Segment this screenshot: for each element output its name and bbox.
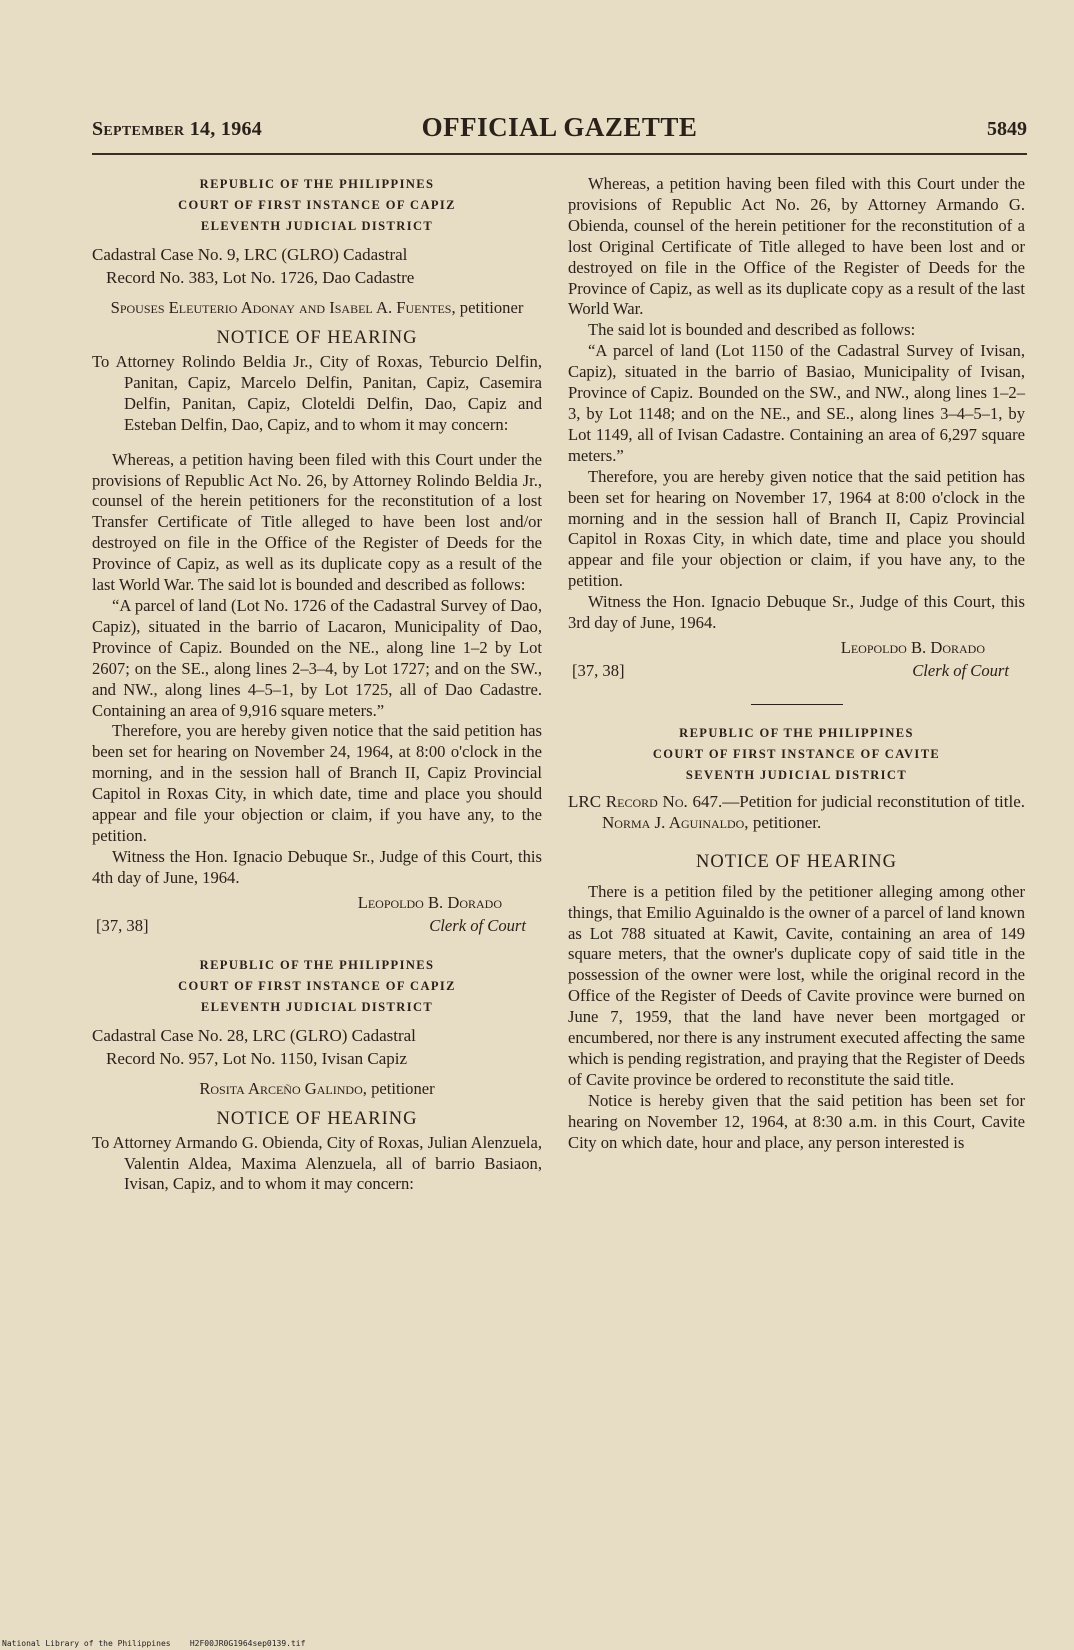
lrc-label: LRC Record No. 647. <box>568 791 723 811</box>
addressees: To Attorney Armando G. Obienda, City of Roxas, Julian Alenzuela, Valentin Aldea, Maxima Alenzuela, all of barrio Basiaon, Ivisan, Capiz, and to whom it may concern: <box>92 1132 542 1194</box>
paragraph: There is a petition filed by the petitioner alleging among other things, that Emilio Aguinaldo is the owner of a parcel of land known as Lot 788 situated at Kawit, Cavite, containing an area of 149 square meters, that the owner's duplicate copy of said title in the possession of the owner were lost, while the original record in the Office of the Register of Deeds of Cavite province were burned on June 7, 1959, that the land have never been mortgaged or encumbered, nor there is any instrument executed affecting the same which is pending registration, and praying that the Register of Deeds of Cavite province be ordered to reconstitute the said title. <box>568 881 1025 1089</box>
court-line: ELEVENTH JUDICIAL DISTRICT <box>200 999 434 1014</box>
lrc-text: —Petition for judicial reconstitution of title. <box>722 791 1026 811</box>
lrc-caption <box>568 792 1025 834</box>
case-line: Cadastral Case No. 9, LRC (GLRO) Cadastral <box>92 245 408 264</box>
header-title: OFFICIAL GAZETTE <box>421 112 698 142</box>
signatory-title: Clerk of Court <box>429 915 526 935</box>
parties <box>92 1078 542 1099</box>
signature-block <box>92 893 542 939</box>
scan-footer: National Library of the Philippines H2F00JR0G1964sep0139.tif <box>2 1639 306 1648</box>
court-line: COURT OF FIRST INSTANCE OF CAPIZ <box>178 198 456 212</box>
notice-2-continued <box>568 174 1025 684</box>
signatory-name: Leopoldo B. Dorado <box>357 892 502 912</box>
paragraph: “A parcel of land (Lot No. 1726 of the Cadastral Survey of Dao, Capiz), situated in the barrio of Lacaron, Municipality of Dao, Province of Capiz. Bounded on the NE., along line 1–2 by Lot 2607; on the SE., along lines 2–3–4, by Lot 1727; and on the SW., and NW., along lines 4–5–1, by Lot 1725, all of Dao Cadastre. Containing an area of 9,916 square meters.” <box>92 595 542 720</box>
parties <box>92 297 542 318</box>
paragraph: Whereas, a petition having been filed with this Court under the provisions of Republic Act No. 26, by Attorney Rolindo Beldia Jr., counsel of the herein petitioners for the reconstitution of a lost Transfer Certificate of Title alleged to have been lost and/or destroyed on file in the Office of the Register of Deeds for the Province of Capiz, as well as its duplicate copy as a result of the last World War. The said lot is bounded and described as follows: <box>92 449 542 595</box>
notice-heading: NOTICE OF HEARING <box>216 328 418 348</box>
court-line: COURT OF FIRST INSTANCE OF CAVITE <box>652 746 941 761</box>
court-line: COURT OF FIRST INSTANCE OF CAPIZ <box>178 978 456 993</box>
header-rule <box>92 153 1027 155</box>
notice-heading: NOTICE OF HEARING <box>216 1108 418 1129</box>
case-line: Cadastral Case No. 28, LRC (GLRO) Cadastral <box>92 1025 416 1045</box>
party-names: Spouses Eleuterio Adonay and Isabel A. Fuentes, <box>110 298 456 317</box>
party-role: petitioner <box>459 298 524 317</box>
section-divider <box>751 704 843 705</box>
paragraph: The said lot is bounded and described as follows: <box>588 320 916 340</box>
signatory-name: Leopoldo B. Dorado <box>840 637 985 657</box>
paragraph: Whereas, a petition having been filed with this Court under the provisions of Republic Act No. 26, by Attorney Armando G. Obienda, counsel of the herein petitioner for the reconstitution of a lost Original Certificate of Title alleged to have been lost and or destroyed on file in the Office of the Register of Deeds for the Province of Capiz, as well as its duplicate copy as a result of the last World War. <box>568 174 1025 319</box>
court-line: ELEVENTH JUDICIAL DISTRICT <box>200 219 434 233</box>
header-date: September 14, 1964 <box>92 118 263 140</box>
notice-2 <box>92 955 542 1196</box>
case-line: Record No. 957, Lot No. 1150, Ivisan Capiz <box>106 1048 408 1068</box>
reference-number: [37, 38] <box>572 660 625 680</box>
party-names: Rosita Arceño Galindo, <box>199 1078 367 1098</box>
paragraph: “A parcel of land (Lot 1150 of the Cadastral Survey of Ivisan, Capiz), situated in the barrio of Basiao, Municipality of Ivisan, Province of Capiz. Bounded on the SW., and NW., along lines 1–2–3, by Lot 1148; and on the NE., and SE., along lines 3–4–5–1, by Lot 1149, all of Ivisan Cadastre. Containing an area of 6,297 square meters.” <box>568 341 1025 465</box>
court-line: REPUBLIC OF THE PHILIPPINES <box>199 177 435 191</box>
page-header <box>92 112 1027 152</box>
party-role: petitioner <box>371 1078 435 1098</box>
signature-block <box>568 638 1025 684</box>
notice-1 <box>92 174 542 939</box>
court-line: REPUBLIC OF THE PHILIPPINES <box>199 957 435 972</box>
addressees: To Attorney Rolindo Beldia Jr., City of Roxas, Teburcio Delfin, Panitan, Capiz, Marcelo Delfin, Panitan, Capiz, Casemira Delfin, Panitan, Capiz, Cloteldi Delfin, Dao, Capiz and Esteban Delfin, Dao, Capiz, and to whom it may concern: <box>92 352 542 434</box>
paragraph: Witness the Hon. Ignacio Debuque Sr., Judge of this Court, this 3rd day of June, 1964. <box>568 592 1025 633</box>
court-line: SEVENTH JUDICIAL DISTRICT <box>685 767 908 782</box>
lrc-name: Norma J. Aguinaldo, <box>602 812 749 832</box>
notice-heading: NOTICE OF HEARING <box>696 851 897 872</box>
case-line: Record No. 383, Lot No. 1726, Dao Cadastre <box>106 268 415 287</box>
lrc-role: petitioner. <box>752 812 822 832</box>
paragraph: Therefore, you are hereby given notice that the said petition has been set for hearing on November 17, 1964 at 8:00 o'clock in the morning and in the session hall of Branch II, Capiz Provincial Capitol in Roxas City, in which date, time and place you should appear and file your objection or claim, if you have any, to the petition. <box>568 466 1025 591</box>
paragraph: Therefore, you are hereby given notice that the said petition has been set for hearing on November 24, 1964, at 8:00 o'clock in the morning, and in the session hall of Branch II, Capiz Provincial Capitol in Roxas City, in which date, time and place you should appear and file your objection or claim, if you have any, to the petition. <box>92 721 542 845</box>
paragraph: Notice is hereby given that the said petition has been set for hearing on November 12, 1964, at 8:30 a.m. in this Court, Cavite City on which date, hour and place, any person interested is <box>568 1090 1025 1152</box>
paragraph: Witness the Hon. Ignacio Debuque Sr., Judge of this Court, this 4th day of June, 1964. <box>92 846 542 887</box>
left-column <box>92 174 542 1195</box>
right-column <box>568 174 1025 1154</box>
notice-3 <box>568 723 1025 1154</box>
signatory-title: Clerk of Court <box>912 660 1009 680</box>
court-line: REPUBLIC OF THE PHILIPPINES <box>679 725 914 740</box>
case-caption <box>92 243 542 289</box>
case-caption <box>92 1024 542 1070</box>
header-page-number: 5849 <box>987 118 1027 140</box>
reference-number: [37, 38] <box>96 915 149 935</box>
